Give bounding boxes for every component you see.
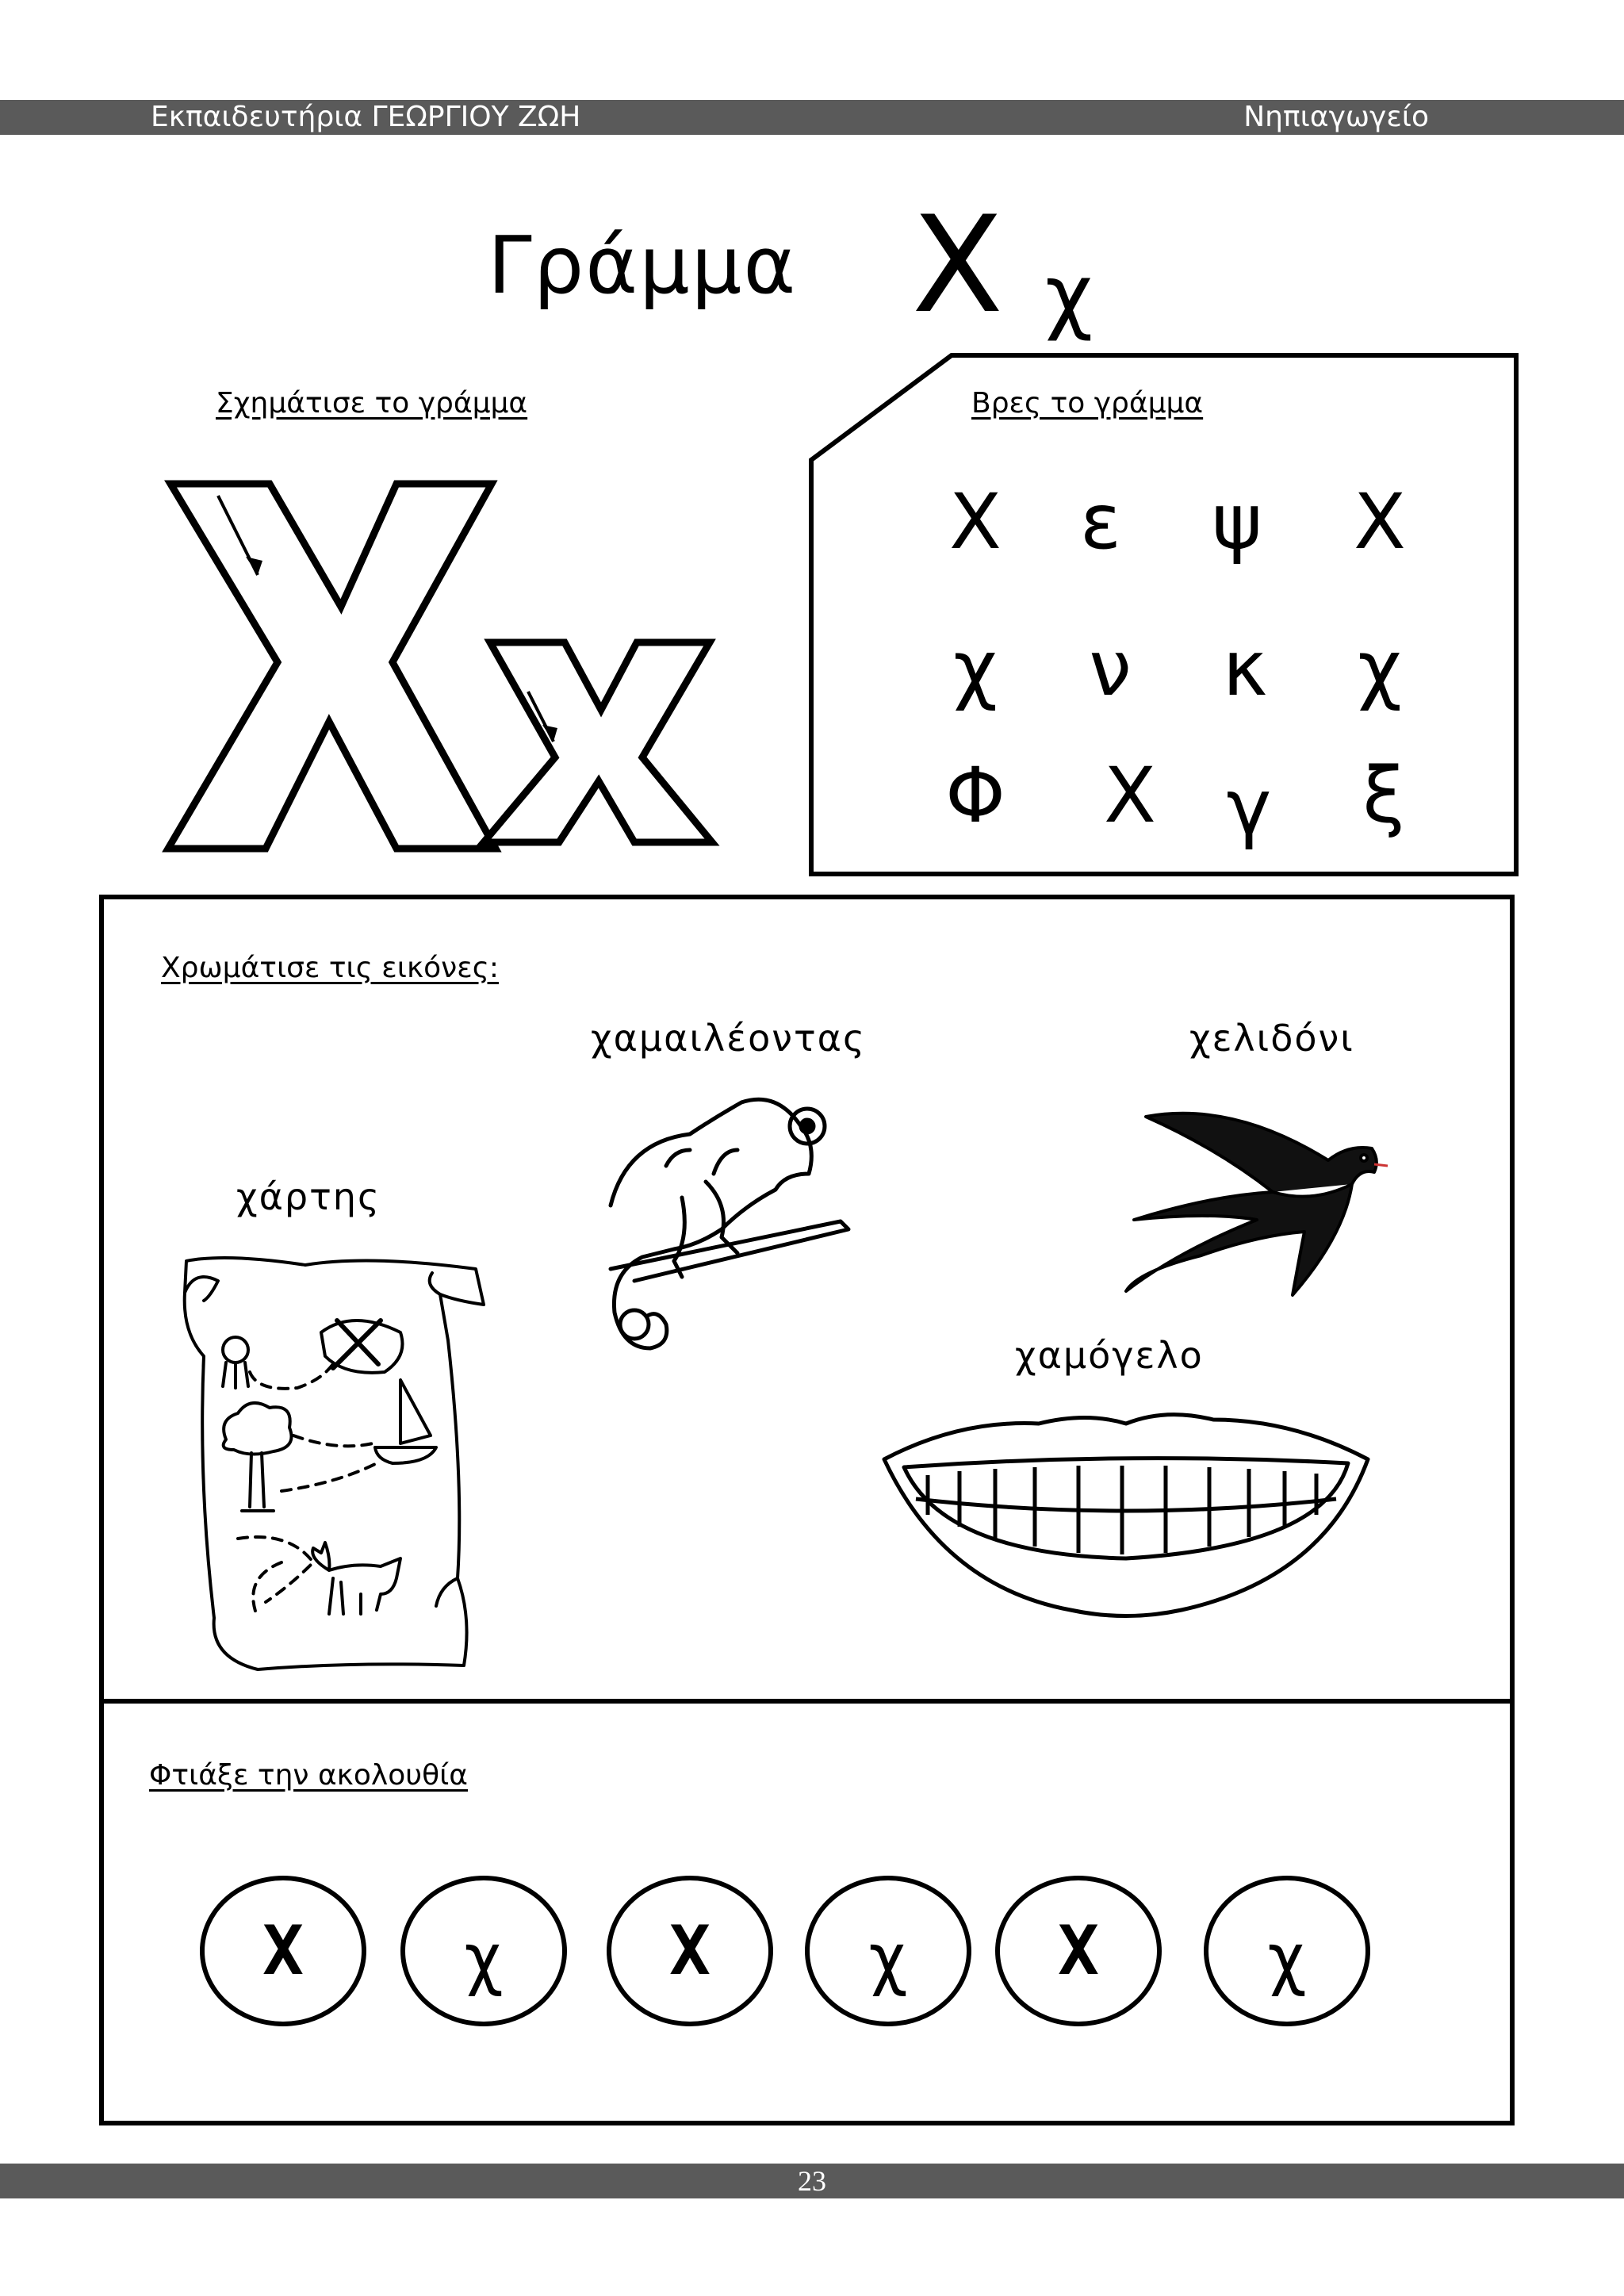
sequence-label: Φτιάξε την ακολουθία bbox=[149, 1759, 469, 1792]
page-title: Γράμμα bbox=[488, 219, 798, 312]
sequence-circle[interactable] bbox=[200, 1876, 366, 2026]
find-letter[interactable]: ξ bbox=[1362, 751, 1405, 840]
chameleon-icon[interactable] bbox=[579, 1087, 864, 1388]
title-uppercase-letter: Χ bbox=[912, 187, 1004, 343]
find-letter[interactable]: ν bbox=[1089, 624, 1132, 713]
school-name: Εκπαιδευτήρια ΓΕΩΡΓΙΟΥ ΖΩΗ bbox=[151, 101, 581, 133]
sequence-letter: Χ bbox=[262, 1911, 304, 1991]
find-letter[interactable]: ε bbox=[1080, 477, 1121, 566]
sequence-letter: χ bbox=[463, 1919, 504, 1999]
title-lowercase-letter: χ bbox=[1045, 247, 1094, 343]
find-letter[interactable]: Χ bbox=[949, 477, 1002, 566]
sequence-circle[interactable] bbox=[607, 1876, 773, 2026]
sequence-letter: Χ bbox=[669, 1911, 710, 1991]
sequence-circle[interactable] bbox=[995, 1876, 1162, 2026]
picture-label-chameleon: χαμαιλέοντας bbox=[591, 1017, 866, 1060]
find-letter[interactable]: Φ bbox=[945, 751, 1005, 840]
sequence-circle[interactable] bbox=[1204, 1876, 1370, 2026]
find-letter[interactable]: χ bbox=[1358, 624, 1402, 713]
sequence-letter: Χ bbox=[1058, 1911, 1099, 1991]
trace-lowercase-x bbox=[484, 642, 712, 842]
find-letter[interactable]: Χ bbox=[1354, 477, 1406, 566]
sequence-circle[interactable] bbox=[805, 1876, 971, 2026]
grade-level: Νηπιαγωγείο bbox=[1243, 101, 1429, 133]
picture-label-map: χάρτης bbox=[236, 1175, 381, 1218]
find-letter[interactable]: ψ bbox=[1212, 477, 1262, 566]
sequence-circle[interactable] bbox=[400, 1876, 567, 2026]
find-letter[interactable]: γ bbox=[1226, 763, 1272, 852]
find-label: Βρες το γράμμα bbox=[971, 387, 1204, 420]
find-letter[interactable]: Χ bbox=[1104, 751, 1156, 840]
picture-label-smile: χαμόγελο bbox=[1015, 1334, 1204, 1377]
coloring-label: Χρωμάτισε τις εικόνες: bbox=[161, 952, 500, 984]
trace-label: Σχημάτισε το γράμμα bbox=[216, 387, 528, 420]
trace-letters bbox=[159, 468, 730, 857]
find-letter-grid bbox=[809, 353, 1519, 876]
page-number: 23 bbox=[0, 2164, 1624, 2198]
find-letter[interactable]: κ bbox=[1222, 624, 1268, 713]
treasure-map-icon[interactable] bbox=[163, 1245, 496, 1673]
picture-label-swallow: χελιδόνι bbox=[1189, 1017, 1354, 1060]
trace-uppercase-x bbox=[168, 484, 496, 849]
sequence-letter: χ bbox=[868, 1919, 909, 1999]
smile-icon[interactable] bbox=[880, 1396, 1372, 1626]
swallow-icon[interactable] bbox=[1122, 1093, 1423, 1307]
find-letter[interactable]: χ bbox=[953, 624, 998, 713]
sequence-letter: χ bbox=[1266, 1919, 1308, 1999]
